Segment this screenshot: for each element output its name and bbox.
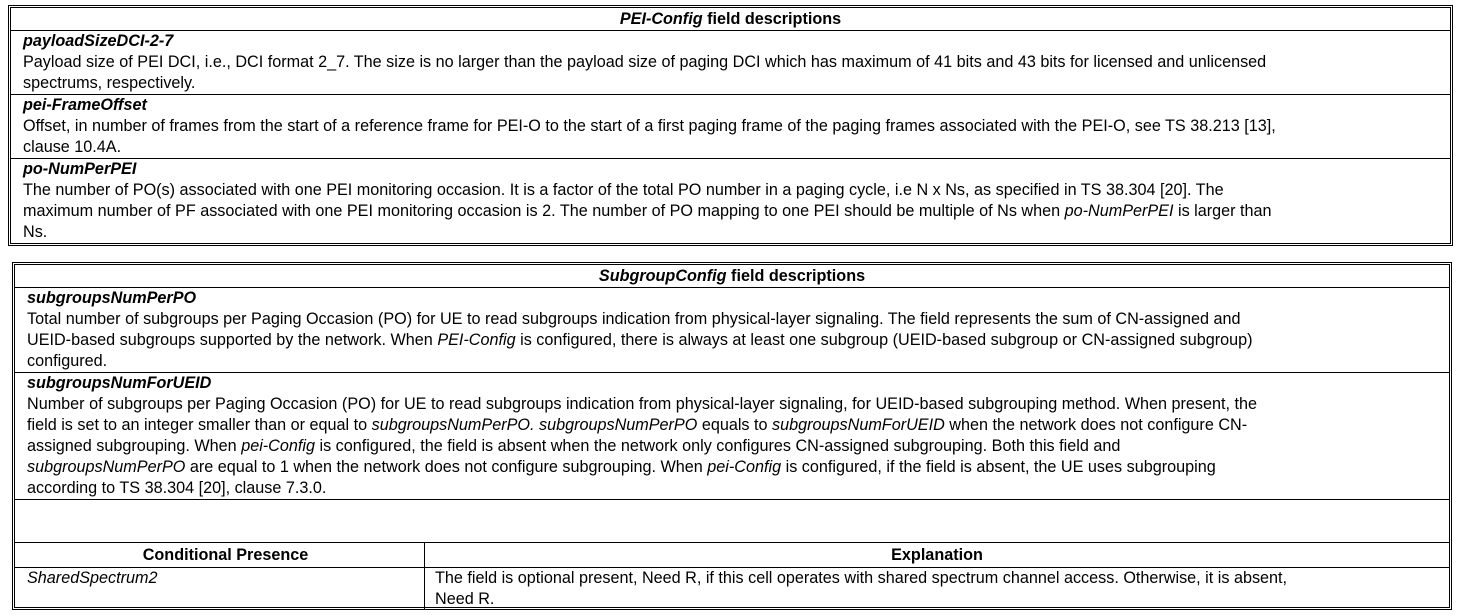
text-segment-italic: PEI-Config [437,331,516,349]
text-segment: field is set to an integer smaller than or equal to [27,416,372,434]
text-segment-italic: subgroupsNumPerPO. subgroupsNumPerPO [371,416,698,434]
pei-config-title-italic: PEI-Config [619,10,703,28]
text-segment: UEID-based subgroups supported by the network. When [27,331,438,349]
condition-name: SharedSpectrum2 [15,568,425,610]
text-segment-italic: subgroupsNumPerPO [27,458,186,476]
field-description-line [27,457,1439,478]
text-segment: is configured, the field is absent when the network only configures CN-assigned subgrouping. Both this field and [314,437,1121,455]
field-description-line: Number of subgroups per Paging Occasion (PO) for UE to read subgroups indication from physical-layer signaling, for UEID-based subgrouping method. When present, the [27,395,1257,413]
field-name: po-NumPerPEI [23,160,137,178]
field-description-line: spectrums, respectively. [23,74,196,92]
condition-explanation [425,568,1449,610]
subgroup-config-title-rest: field descriptions [726,267,866,285]
field-description-line [27,436,1439,457]
text-segment: when the network does not configure CN- [944,416,1248,434]
text-segment-italic: subgroupsNumForUEID [772,416,945,434]
pei-config-table [8,5,1453,246]
field-name: payloadSizeDCI-2-7 [23,32,174,50]
text-segment: are equal to 1 when the network does not configure subgrouping. When [185,458,708,476]
pei-config-title-rest: field descriptions [702,10,842,28]
field-row-frame-offset [11,95,1450,159]
text-segment: equals to [697,416,773,434]
text-segment-italic: pei-Config [707,458,782,476]
pei-config-table-header [11,8,1450,31]
field-name: subgroupsNumForUEID [27,374,212,392]
empty-row [15,500,1449,543]
column-header-conditional-presence: Conditional Presence [15,543,425,567]
field-row-payload-size [11,31,1450,95]
text-segment: is configured, there is always at least one subgroup (UEID-based subgroup or CN-assigned subgroup) [515,331,1253,349]
explanation-line: Need R. [435,590,495,608]
field-description-line [23,201,1440,222]
field-description-line: configured. [27,352,108,370]
field-description-line: Ns. [23,223,48,241]
field-row-po-num-per-pei [11,159,1450,243]
explanation-line: The field is optional present, Need R, if this cell operates with shared spectrum channel access. Otherwise, it is absent, [435,569,1288,587]
field-name: pei-FrameOffset [23,96,147,114]
text-segment: assigned subgrouping. When [27,437,242,455]
field-description-line [27,330,1439,351]
text-segment-italic: pei-Config [241,437,315,455]
field-description-line [27,415,1439,436]
field-description-line: Offset, in number of frames from the start of a reference frame for PEI-O to the start of a first paging frame of the paging frames associated with the PEI-O, see TS 38.213 [13], [23,117,1276,135]
text-segment-italic: po-NumPerPEI [1064,202,1174,220]
conditional-presence-header [15,543,1449,568]
field-description-line: The number of PO(s) associated with one PEI monitoring occasion. It is a factor of the total PO number in a paging cycle, i.e N x Ns, as specified in TS 38.304 [20]. The [23,181,1224,199]
subgroup-config-table [12,262,1452,610]
field-description-line: according to TS 38.304 [20], clause 7.3.0. [27,479,327,497]
text-segment: is configured, if the field is absent, the UE uses subgrouping [781,458,1216,476]
subgroup-config-title-italic: SubgroupConfig [598,267,727,285]
field-description-line: Total number of subgroups per Paging Occasion (PO) for UE to read subgroups indication from physical-layer signaling. The field represents the sum of CN-assigned and [27,310,1241,328]
text-segment: is larger than [1173,202,1272,220]
field-name: subgroupsNumPerPO [27,289,197,307]
text-segment: maximum number of PF associated with one PEI monitoring occasion is 2. The number of PO mapping to one PEI should be multiple of Ns when [23,202,1065,220]
conditional-presence-table [15,543,1449,610]
field-row-subgroups-num-per-po [15,288,1449,373]
field-description-line: clause 10.4A. [23,138,122,156]
conditional-presence-row [15,568,1449,610]
subgroup-config-table-header [15,265,1449,288]
column-header-explanation: Explanation [891,546,983,564]
field-description-line: Payload size of PEI DCI, i.e., DCI format 2_7. The size is no larger than the payload size of paging DCI which has maximum of 41 bits and 43 bits for licensed and unlicensed [23,53,1267,71]
field-row-subgroups-num-for-ueid [15,373,1449,500]
